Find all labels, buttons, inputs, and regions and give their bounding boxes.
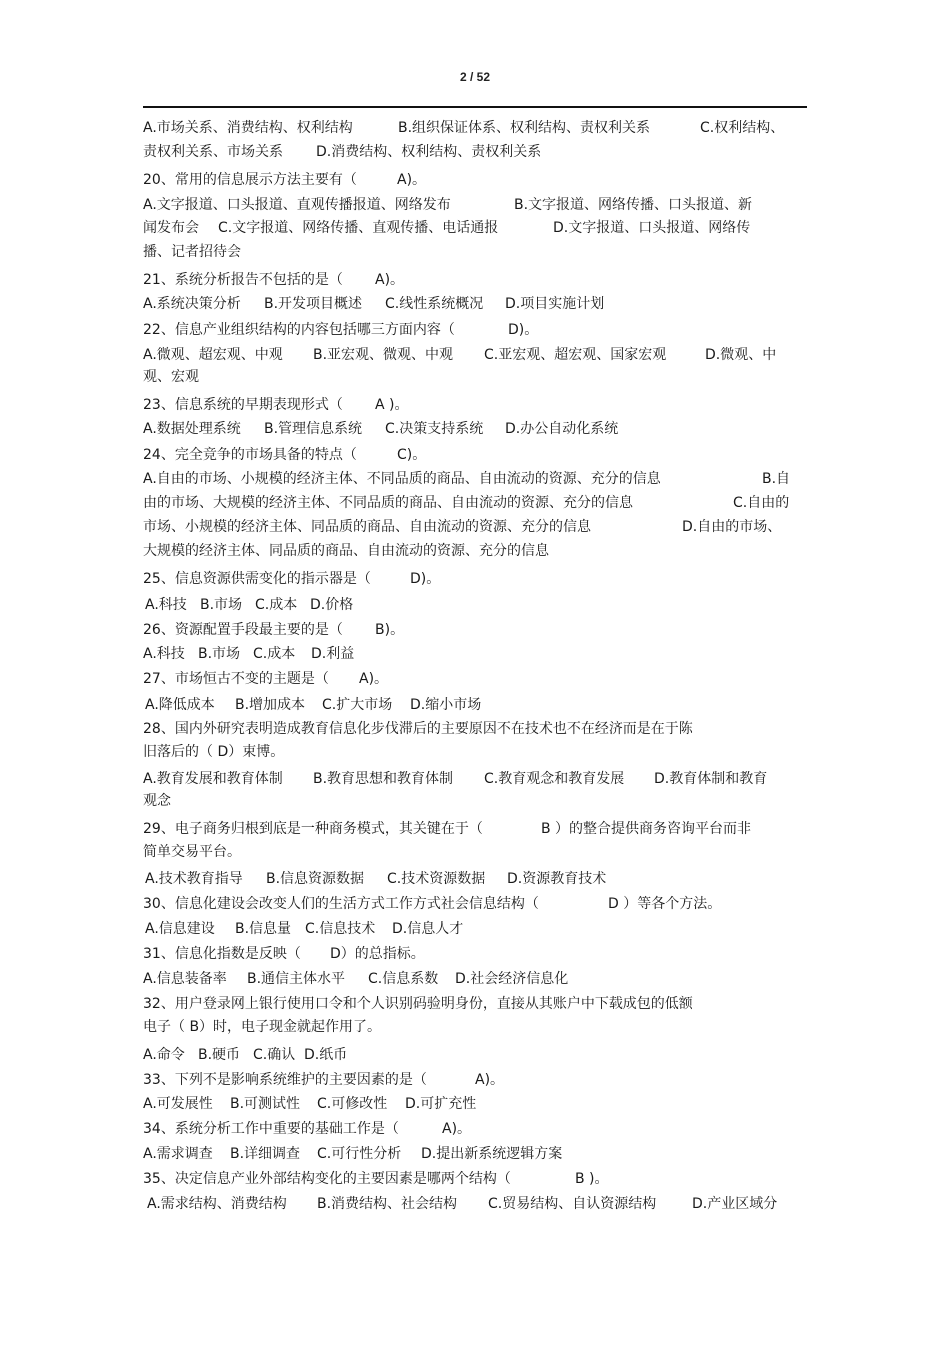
- text-line-segment: D.项目实施计划: [505, 296, 605, 312]
- text-line-segment: A.命令: [143, 1047, 185, 1063]
- text-line-segment: 25、信息资源供需变化的指示器是（: [143, 571, 371, 587]
- text-line-segment: B ）的整合提供商务咨询平台而非: [541, 821, 752, 837]
- text-line-segment: D.可扩充性: [405, 1096, 477, 1112]
- text-line-segment: C.信息技术: [305, 921, 376, 937]
- text-line-segment: B.增加成本: [235, 697, 306, 713]
- text-line-segment: B.详细调查: [230, 1146, 301, 1162]
- text-line-segment: B )。: [575, 1171, 609, 1187]
- text-line-segment: B.可测试性: [230, 1096, 301, 1112]
- text-line-segment: 简单交易平台。: [143, 844, 241, 860]
- text-line-segment: B.消费结构、社会结构: [317, 1196, 458, 1212]
- text-line-segment: A)。: [359, 671, 389, 687]
- text-line-segment: C.亚宏观、超宏观、国家宏观: [484, 347, 667, 363]
- text-line-segment: C.可修改性: [317, 1096, 388, 1112]
- text-line-segment: B.组织保证体系、权利结构、责权利关系: [398, 120, 651, 136]
- text-line-segment: D.利益: [311, 646, 355, 662]
- text-line-segment: C.线性系统概况: [385, 296, 484, 312]
- text-line-segment: D.微观、中: [705, 347, 777, 363]
- text-line-segment: C.贸易结构、自认资源结构: [488, 1196, 657, 1212]
- text-line-segment: C.权利结构、: [700, 120, 785, 136]
- text-line-segment: A )。: [375, 397, 409, 413]
- text-line-segment: 28、国内外研究表明造成教育信息化步伐滞后的主要原因不在技术也不在经济而是在于陈: [143, 721, 693, 737]
- text-line-segment: D.产业区域分: [692, 1196, 778, 1212]
- text-line-segment: D）的总指标。: [330, 946, 425, 962]
- text-line-segment: A)。: [442, 1121, 472, 1137]
- text-line-segment: A.技术教育指导: [145, 871, 243, 887]
- text-line-segment: 26、资源配置手段最主要的是（: [143, 622, 343, 638]
- text-line-segment: 23、信息系统的早期表现形式（: [143, 397, 343, 413]
- text-line-segment: 29、电子商务归根到底是一种商务模式，其关键在于（: [143, 821, 483, 837]
- text-line-segment: B.自: [762, 471, 791, 487]
- text-line-segment: C)。: [397, 447, 427, 463]
- text-line-segment: 27、市场恒古不变的主题是（: [143, 671, 329, 687]
- text-line-segment: 21、系统分析报告不包括的是（: [143, 272, 343, 288]
- text-line-segment: A.自由的市场、小规模的经济主体、不同品质的商品、自由流动的资源、充分的信息: [143, 471, 661, 487]
- text-line-segment: 33、下列不是影响系统维护的主要因素的是（: [143, 1072, 427, 1088]
- text-line-segment: 观念: [143, 793, 171, 809]
- text-line-segment: 闻发布会: [143, 220, 199, 236]
- text-line-segment: 观、宏观: [143, 369, 199, 385]
- text-line-segment: A)。: [375, 272, 405, 288]
- text-line-segment: C.文字报道、网络传播、直观传播、电话通报: [218, 220, 499, 236]
- text-line-segment: A.系统决策分析: [143, 296, 241, 312]
- text-line-segment: A.信息建设: [145, 921, 215, 937]
- text-line-segment: 20、常用的信息展示方法主要有（: [143, 172, 357, 188]
- text-line-segment: D.纸币: [304, 1047, 348, 1063]
- text-line-segment: B.文字报道、网络传播、口头报道、新: [514, 197, 753, 213]
- text-line-segment: A.降低成本: [145, 697, 215, 713]
- text-line-segment: 播、记者招待会: [143, 244, 241, 260]
- text-line-segment: D.消费结构、权利结构、责权利关系: [316, 144, 542, 160]
- text-line-segment: D.文字报道、口头报道、网络传: [553, 220, 751, 236]
- text-line-segment: A.教育发展和教育体制: [143, 771, 283, 787]
- text-line-segment: A.信息装备率: [143, 971, 227, 987]
- text-line-segment: D.提出新系统逻辑方案: [421, 1146, 563, 1162]
- text-line-segment: C.成本: [255, 597, 298, 613]
- text-line-segment: A.市场关系、消费结构、权利结构: [143, 120, 353, 136]
- text-line-segment: C.信息系数: [368, 971, 439, 987]
- text-line-segment: 电子（ B）时，电子现金就起作用了。: [143, 1019, 382, 1035]
- text-line-segment: B.亚宏观、微观、中观: [313, 347, 454, 363]
- text-line-segment: C.教育观念和教育发展: [484, 771, 625, 787]
- text-line-segment: 31、信息化指数是反映（: [143, 946, 301, 962]
- text-line-segment: B.硬币: [198, 1047, 241, 1063]
- text-line-segment: D.社会经济信息化: [455, 971, 569, 987]
- text-line-segment: B.管理信息系统: [264, 421, 363, 437]
- text-line-segment: 由的市场、大规模的经济主体、不同品质的商品、自由流动的资源、充分的信息: [143, 495, 633, 511]
- text-line-segment: C.可行性分析: [317, 1146, 402, 1162]
- text-line-segment: D.价格: [310, 597, 354, 613]
- text-line-segment: D.信息人才: [392, 921, 464, 937]
- text-line-segment: 34、系统分析工作中重要的基础工作是（: [143, 1121, 399, 1137]
- text-line-segment: C.决策支持系统: [385, 421, 484, 437]
- text-line-segment: 22、信息产业组织结构的内容包括哪三方面内容（: [143, 322, 455, 338]
- text-line-segment: 30、信息化建设会改变人们的生活方式工作方式社会信息结构（: [143, 896, 539, 912]
- text-line-segment: D.缩小市场: [410, 697, 482, 713]
- text-line-segment: 市场、小规模的经济主体、同品质的商品、自由流动的资源、充分的信息: [143, 519, 591, 535]
- text-line-segment: C.成本: [253, 646, 296, 662]
- text-line-segment: C.扩大市场: [322, 697, 393, 713]
- text-line-segment: C.确认: [253, 1047, 296, 1063]
- text-line-segment: 旧落后的（ D）束博。: [143, 744, 285, 760]
- text-line-segment: A.需求结构、消费结构: [147, 1196, 287, 1212]
- text-line-segment: D.教育体制和教育: [654, 771, 768, 787]
- text-line-segment: A.科技: [143, 646, 185, 662]
- text-line-segment: 责权利关系、市场关系: [143, 144, 283, 160]
- text-line-segment: A.微观、超宏观、中观: [143, 347, 283, 363]
- text-line-segment: A.科技: [145, 597, 187, 613]
- text-line-segment: A.数据处理系统: [143, 421, 241, 437]
- text-line-segment: D)。: [508, 322, 539, 338]
- text-line-segment: B.信息量: [235, 921, 292, 937]
- text-line-segment: B.市场: [200, 597, 243, 613]
- text-line-segment: 大规模的经济主体、同品质的商品、自由流动的资源、充分的信息: [143, 543, 549, 559]
- text-line-segment: B.信息资源数据: [266, 871, 365, 887]
- text-line-segment: D.资源教育技术: [507, 871, 607, 887]
- text-line-segment: D)。: [410, 571, 441, 587]
- text-line-segment: D ）等各个方法。: [608, 896, 722, 912]
- text-line-segment: B.开发项目概述: [264, 296, 363, 312]
- text-line-segment: A.可发展性: [143, 1096, 213, 1112]
- page-number: 2 / 52: [459, 70, 491, 84]
- text-line-segment: B.通信主体水平: [247, 971, 346, 987]
- text-line-segment: D.自由的市场、: [682, 519, 782, 535]
- text-line-segment: B.教育思想和教育体制: [313, 771, 454, 787]
- text-line-segment: 32、用户登录网上银行使用口令和个人识别码验明身份，直接从其账户中下载成包的低额: [143, 996, 693, 1012]
- text-line-segment: 24、完全竞争的市场具备的特点（: [143, 447, 357, 463]
- text-line-segment: C.技术资源数据: [387, 871, 486, 887]
- text-line-segment: A.需求调查: [143, 1146, 213, 1162]
- text-line-segment: B.市场: [198, 646, 241, 662]
- text-line-segment: A)。: [397, 172, 427, 188]
- text-line-segment: 35、决定信息产业外部结构变化的主要因素是哪两个结构（: [143, 1171, 511, 1187]
- text-line-segment: C.自由的: [733, 495, 790, 511]
- text-line-segment: A.文字报道、口头报道、直观传播报道、网络发布: [143, 197, 451, 213]
- text-line-segment: D.办公自动化系统: [505, 421, 619, 437]
- text-line-segment: A)。: [475, 1072, 505, 1088]
- text-line-segment: B)。: [375, 622, 405, 638]
